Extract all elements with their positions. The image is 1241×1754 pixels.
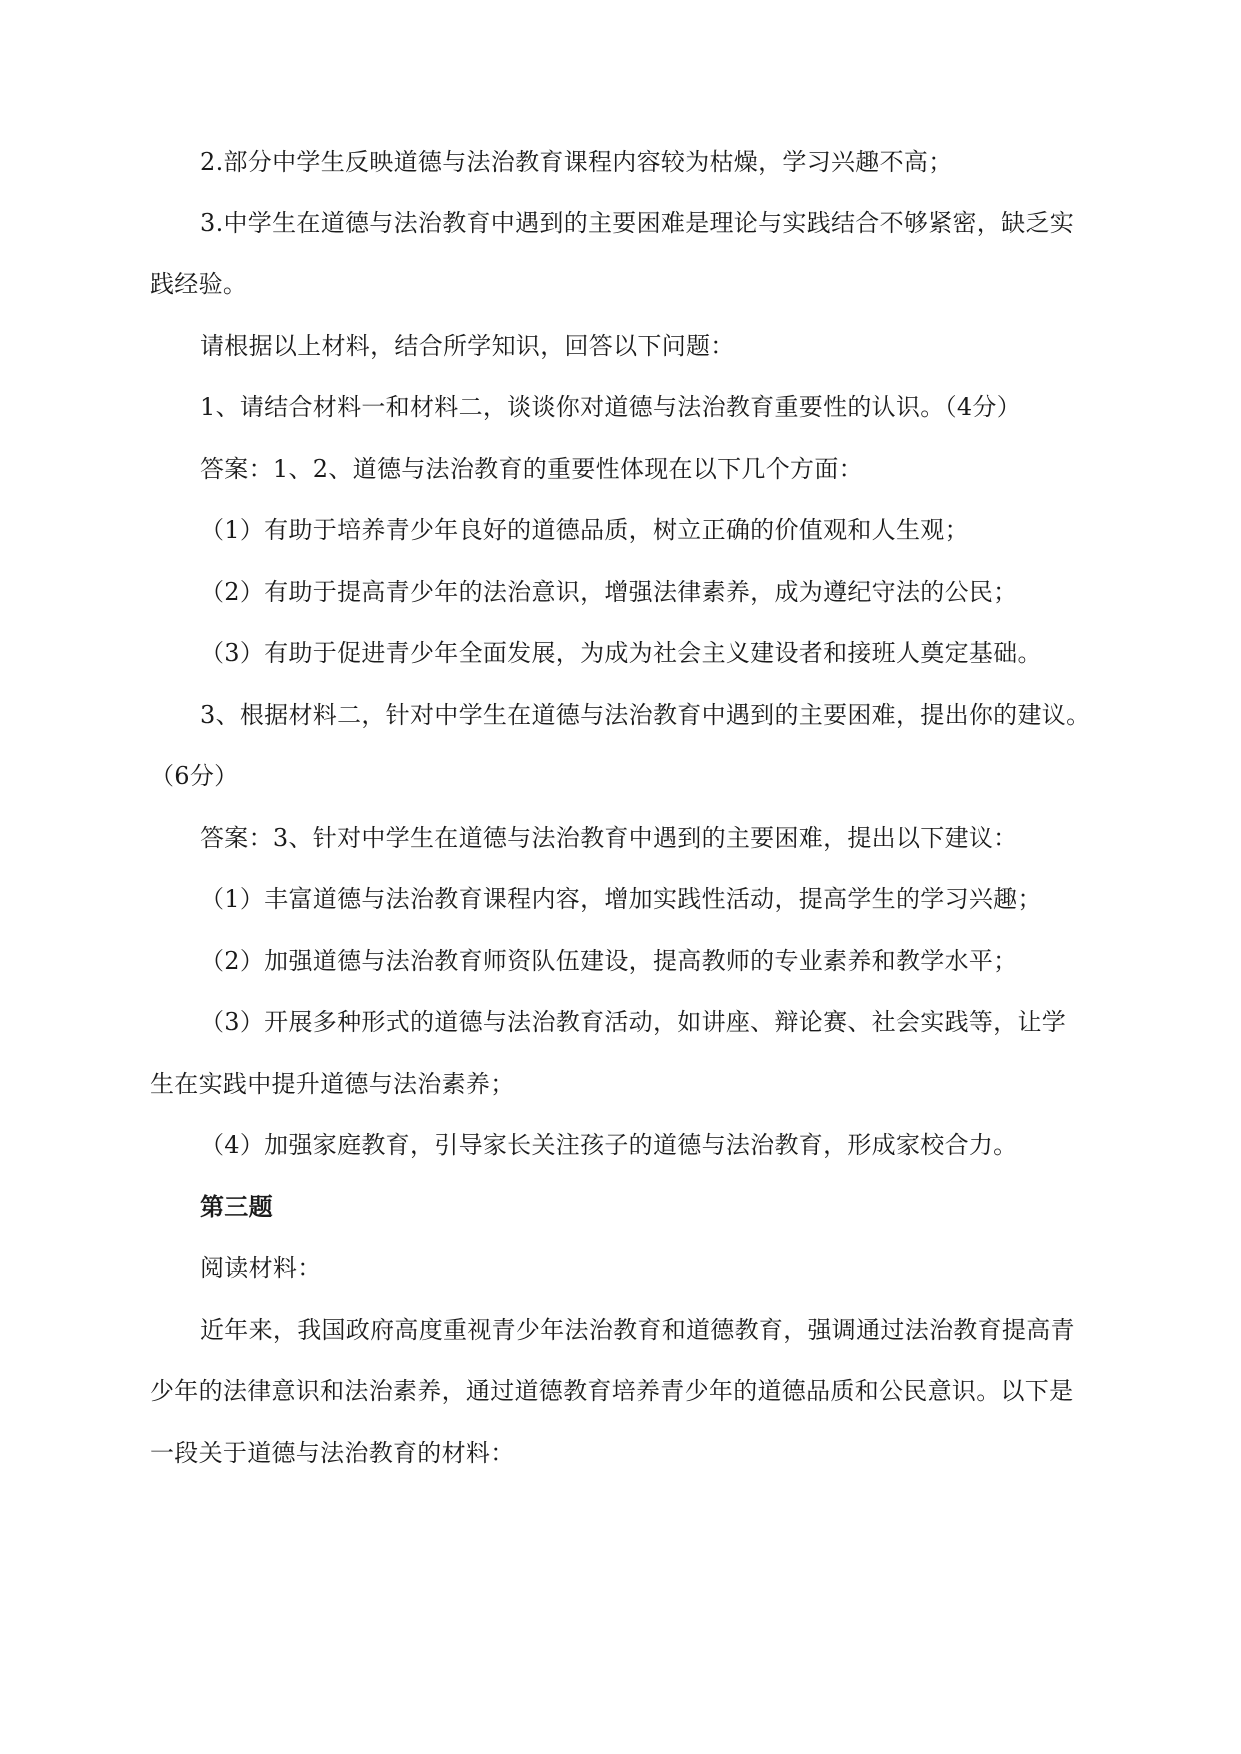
- paragraph-line: 2.部分中学生反映道德与法治教育课程内容较为枯燥，学习兴趣不高；: [200, 148, 953, 176]
- paragraph-line: 少年的法律意识和法治素养，通过道德教育培养青少年的道德品质和公民意识。以下是: [150, 1377, 1074, 1405]
- paragraph-line: 一段关于道德与法治教育的材料：: [150, 1439, 515, 1467]
- paragraph-line: 阅读材料：: [200, 1254, 322, 1282]
- answer-item-line: （3）有助于促进青少年全面发展，为成为社会主义建设者和接班人奠定基础。: [200, 639, 1042, 667]
- paragraph-line: 践经验。: [150, 270, 248, 298]
- answer-item-line: （1）有助于培养青少年良好的道德品质，树立正确的价值观和人生观；: [200, 516, 969, 544]
- paragraph-line: 请根据以上材料，结合所学知识，回答以下问题：: [200, 332, 735, 360]
- answer-item-line: （3）开展多种形式的道德与法治教育活动，如讲座、辩论赛、社会实践等，让学: [200, 1008, 1067, 1036]
- section-heading: 第三题: [200, 1192, 273, 1221]
- answer-line: 答案：1、2、道德与法治教育的重要性体现在以下几个方面：: [200, 455, 863, 483]
- answer-item-line: 生在实践中提升道德与法治素养；: [150, 1070, 515, 1098]
- question-line: 3、根据材料二，针对中学生在道德与法治教育中遇到的主要困难，提出你的建议。: [200, 701, 1091, 729]
- question-line: 1、请结合材料一和材料二，谈谈你对道德与法治教育重要性的认识。（4分）: [200, 393, 1022, 421]
- answer-item-line: （4）加强家庭教育，引导家长关注孩子的道德与法治教育，形成家校合力。: [200, 1131, 1018, 1159]
- paragraph-line: 3.中学生在道德与法治教育中遇到的主要困难是理论与实践结合不够紧密，缺乏实: [200, 209, 1074, 237]
- answer-item-line: （2）加强道德与法治教育师资队伍建设，提高教师的专业素养和教学水平；: [200, 947, 1018, 975]
- answer-item-line: （1）丰富道德与法治教育课程内容，增加实践性活动，提高学生的学习兴趣；: [200, 885, 1042, 913]
- paragraph-line: 近年来，我国政府高度重视青少年法治教育和道德教育，强调通过法治教育提高青: [200, 1316, 1075, 1344]
- answer-line: 答案：3、针对中学生在道德与法治教育中遇到的主要困难，提出以下建议：: [200, 824, 1018, 852]
- answer-item-line: （2）有助于提高青少年的法治意识，增强法律素养，成为遵纪守法的公民；: [200, 578, 1018, 606]
- question-line: （6分）: [150, 762, 239, 790]
